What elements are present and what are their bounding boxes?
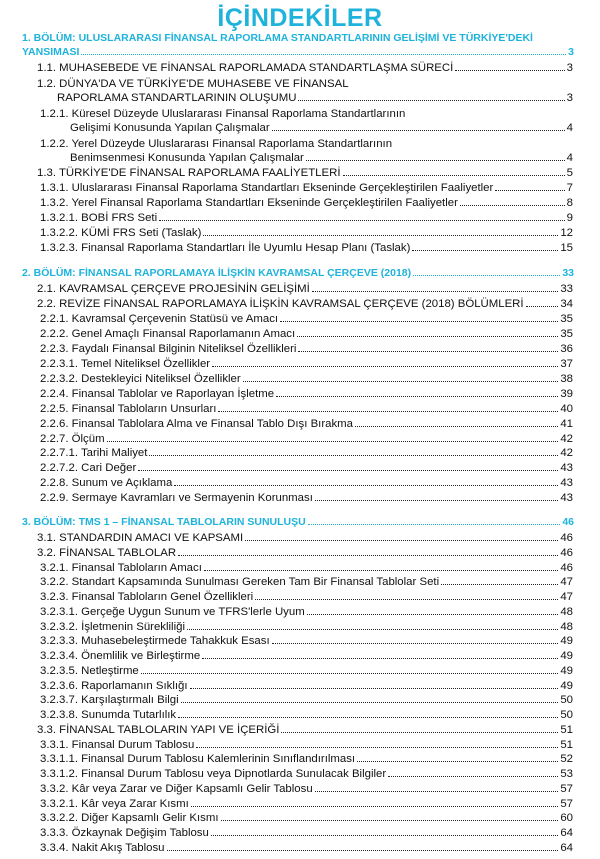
toc-entry-text: 2.2.5. Finansal Tabloların Unsurları xyxy=(40,402,217,415)
toc-entry-text: 1.3.2.3. Finansal Raporlama Standartları İle Uyumlu Hesap Planı (Taslak) xyxy=(40,242,411,254)
toc-entry-page: 64 xyxy=(560,827,573,839)
chapter-heading-text: 2. BÖLÜM: FİNANSAL RAPORLAMAYA İLİŞKİN KAVRAMSAL ÇERÇEVE (2018) xyxy=(22,267,412,279)
toc-entry[interactable] xyxy=(40,327,573,342)
toc-entry[interactable] xyxy=(40,590,573,605)
toc-entry-page: 50 xyxy=(560,709,573,721)
toc-entry[interactable] xyxy=(40,841,573,856)
toc-entry-text: 3.2.3.3. Muhasebeleştirmede Tahakkuk Esası xyxy=(40,635,270,648)
toc-entry-text: 2.2.1. Kavramsal Çerçevenin Statüsü ve Amacı xyxy=(40,312,279,325)
toc-entry-page: 49 xyxy=(560,650,573,662)
toc-entry-text: 1.2.1. Küresel Düzeyde Uluslararası Finansal Raporlama Standartlarının xyxy=(40,108,406,120)
toc-entry-page: 41 xyxy=(560,417,573,430)
toc-entry[interactable] xyxy=(57,91,573,106)
toc-entry[interactable] xyxy=(40,446,573,461)
toc-entry-text: 2.2.3.2. Destekleyici Niteliksel Özellikler xyxy=(40,372,241,385)
toc-entry[interactable] xyxy=(40,575,573,590)
toc-entry-page: 57 xyxy=(560,782,573,795)
toc-entry-page: 48 xyxy=(560,605,573,618)
toc-entry[interactable] xyxy=(40,752,573,767)
toc-entry[interactable] xyxy=(40,708,573,723)
toc-entry[interactable] xyxy=(40,634,573,649)
toc-entry-page: 42 xyxy=(560,447,573,460)
toc-entry-page: 4 xyxy=(566,122,573,134)
chapter-heading-line2: YANSIMASI xyxy=(22,45,80,58)
toc-entry-text: 1.3. TÜRKİYE'DE FİNANSAL RAPORLAMA FAALİYETLERİ xyxy=(37,167,341,179)
toc-entry-text: 3.2.3.1. Gerçeğe Uygun Sunum ve TFRS'lerle Uyum xyxy=(40,605,305,618)
toc-entry[interactable] xyxy=(40,561,573,576)
toc-entry-text: 3.3.4. Nakit Akış Tablosu xyxy=(40,841,165,854)
toc-entry[interactable] xyxy=(40,476,573,491)
chapter-heading[interactable] xyxy=(22,516,574,530)
toc-entry-text: 3.1. STANDARDIN AMACI VE KAPSAMI xyxy=(37,532,244,544)
toc-entry[interactable] xyxy=(40,461,573,476)
toc-entry-page: 50 xyxy=(560,694,573,707)
toc-entry[interactable] xyxy=(40,432,573,447)
toc-entry-page: 47 xyxy=(560,591,573,603)
toc-entry-text: 2.2.9. Sermaye Kavramları ve Sermayenin Korunması xyxy=(40,492,313,505)
toc-entry-page: 40 xyxy=(560,402,573,415)
toc-entry[interactable] xyxy=(40,826,573,841)
toc-entry-page: 64 xyxy=(560,841,573,854)
toc-entry[interactable] xyxy=(40,312,573,327)
toc-entry-text: 2.2.2. Genel Amaçlı Finansal Raporlamanın Amacı xyxy=(40,327,296,340)
toc-entry-page: 51 xyxy=(560,738,573,751)
toc-entry-page: 49 xyxy=(560,635,573,648)
toc-entry-text: 2.2. REVİZE FİNANSAL RAPORLAMAYA İLİŞKİN KAVRAMSAL ÇERÇEVE (2018) BÖLÜMLERİ xyxy=(37,297,524,310)
toc-entry-page: 39 xyxy=(560,387,573,400)
chapter-heading-line1: 1. BÖLÜM: ULUSLARARASI FİNANSAL RAPORLAMA STANDARTLARININ GELİŞİMİ VE TÜRKİYE'DEKİ xyxy=(22,32,533,44)
toc-entry-text: 1.3.2.2. KÜMİ FRS Seti (Taslak) xyxy=(40,227,202,239)
toc-entry-page: 12 xyxy=(560,227,573,239)
toc-entry-page: 42 xyxy=(560,432,573,445)
toc-entry-text: 2.2.7.1. Tarihi Maliyet xyxy=(40,447,148,460)
toc-entry-page: 3 xyxy=(566,62,573,74)
toc-entry-text: 2.2.8. Sunum ve Açıklama xyxy=(40,477,173,490)
toc-entry-text: 1.1. MUHASEBEDE VE FİNANSAL RAPORLAMADA STANDARTLAŞMA SÜRECİ xyxy=(37,62,454,74)
toc-entry-text: 3.2. FİNANSAL TABLOLAR xyxy=(37,546,177,559)
toc-entry-text: 2.2.6. Finansal Tablolara Alma ve Finansal Tablo Dışı Bırakma xyxy=(40,417,353,430)
toc-entry-text-cont: Gelişimi Konusunda Yapılan Çalışmalar xyxy=(70,122,270,134)
toc-entry[interactable] xyxy=(40,738,573,753)
toc-entry-text: 2.2.3.1. Temel Niteliksel Özellikler xyxy=(40,357,211,370)
page-title: İÇİNDEKİLER xyxy=(217,4,383,32)
toc-entry-text-cont: RAPORLAMA STANDARTLARININ OLUŞUMU xyxy=(57,92,297,104)
toc-entry-page: 51 xyxy=(560,723,573,736)
toc-entry-text: 2.2.3. Faydalı Finansal Bilginin Niteliksel Özellikleri xyxy=(40,342,297,355)
toc-entry-text: 3.3.1.1. Finansal Durum Tablosu Kalemlerinin Sınıflandırılması xyxy=(40,753,356,766)
toc-entry-text: 3.3.2.2. Diğer Kapsamlı Gelir Kısmı xyxy=(40,812,219,825)
toc-entry[interactable] xyxy=(37,723,573,738)
toc-entry[interactable] xyxy=(40,372,573,387)
chapter-heading-text: 3. BÖLÜM: TMS 1 – FİNANSAL TABLOLARIN SUNULUŞU xyxy=(22,516,306,528)
toc-entry-text: 1.3.1. Uluslararası Finansal Raporlama Standartları Ekseninde Gerçekleştirilen Faaliyetler xyxy=(40,182,494,194)
toc-entry[interactable] xyxy=(40,605,573,620)
toc-entry[interactable] xyxy=(40,196,573,211)
toc-entry-page: 49 xyxy=(560,664,573,677)
toc-entry-page: 46 xyxy=(560,532,573,544)
toc-entry-page: 4 xyxy=(566,152,573,164)
toc-entry-page: 15 xyxy=(560,242,573,254)
toc-entry-text: 1.3.2.1. BOBİ FRS Seti xyxy=(40,212,158,224)
toc-entry[interactable] xyxy=(40,693,573,708)
toc-entry-text: 1.2. DÜNYA'DA VE TÜRKİYE'DE MUHASEBE VE FİNANSAL xyxy=(37,78,349,90)
toc-entry-page: 43 xyxy=(560,462,573,475)
chapter-page: 46 xyxy=(562,516,574,528)
toc-entry-page: 46 xyxy=(560,546,573,559)
toc-entry[interactable] xyxy=(40,782,573,797)
chapter-page: 33 xyxy=(562,267,574,279)
toc-entry-page: 7 xyxy=(566,182,573,194)
toc-entry-text: 2.2.7.2. Cari Değer xyxy=(40,462,137,475)
toc-entry[interactable] xyxy=(40,649,573,664)
toc-entry-page: 33 xyxy=(560,283,573,295)
toc-entry[interactable] xyxy=(40,342,573,357)
toc-entry-page: 3 xyxy=(566,92,573,104)
toc-entry-text: 3.3. FİNANSAL TABLOLARIN YAPI VE İÇERİĞİ xyxy=(37,723,280,736)
toc-entry[interactable] xyxy=(70,121,573,136)
chapter-page: 3 xyxy=(568,45,574,58)
toc-entry-text: 3.2.3.6. Raporlamanın Sıklığı xyxy=(40,679,188,692)
toc-entry-text: 3.2.2. Standart Kapsamında Sunulması Gereken Tam Bir Finansal Tablolar Seti xyxy=(40,576,440,589)
toc-entry-text: 3.2.3.5. Netleştirme xyxy=(40,664,139,677)
toc-entry[interactable] xyxy=(37,546,573,561)
toc-entry[interactable] xyxy=(40,664,573,679)
toc-entry-page: 36 xyxy=(560,342,573,355)
toc-entry-text: 2.2.4. Finansal Tablolar ve Raporlayan İşletme xyxy=(40,387,275,400)
chapter-heading[interactable] xyxy=(22,267,574,281)
toc-entry-text: 3.2.3.8. Sunumda Tutarlılık xyxy=(40,709,177,721)
chapter-heading[interactable] xyxy=(22,32,574,59)
toc-entry-page: 9 xyxy=(566,212,573,224)
toc-entry-text: 3.3.1.2. Finansal Durum Tablosu veya Dipnotlarda Sunulacak Bilgiler xyxy=(40,768,387,780)
toc-entry[interactable] xyxy=(40,241,573,256)
toc-entry[interactable] xyxy=(37,531,573,546)
toc-entry[interactable] xyxy=(40,679,573,694)
toc-entry-page: 37 xyxy=(560,357,573,370)
toc-entry[interactable] xyxy=(40,387,573,402)
toc-entry-text: 3.2.3.7. Karşılaştırmalı Bilgi xyxy=(40,694,179,707)
toc-entry-page: 46 xyxy=(560,561,573,574)
toc-entry-text: 3.2.3.4. Önemlilik ve Birleştirme xyxy=(40,650,201,662)
toc-entry[interactable] xyxy=(40,620,573,635)
toc-entry-text: 3.2.1. Finansal Tabloların Amacı xyxy=(40,561,202,574)
toc-entry-text: 2.1. KAVRAMSAL ÇERÇEVE PROJESİNİN GELİŞİMİ xyxy=(37,283,310,295)
toc-entry[interactable] xyxy=(37,297,573,312)
toc-entry[interactable] xyxy=(40,491,573,506)
toc-entry-page: 43 xyxy=(560,477,573,490)
toc-entry-text: 3.3.1. Finansal Durum Tablosu xyxy=(40,738,195,751)
toc-entry-page: 52 xyxy=(560,753,573,766)
toc-entry[interactable] xyxy=(37,61,573,76)
toc-entry-page: 5 xyxy=(566,167,573,179)
toc-entry-page: 48 xyxy=(560,620,573,633)
toc-entry-text: 3.2.3.2. İşletmenin Sürekliliği xyxy=(40,620,185,633)
toc-entry[interactable] xyxy=(70,151,573,166)
toc-entry-text: 1.3.2. Yerel Finansal Raporlama Standartları Ekseninde Gerçekleştirilen Faaliyetler xyxy=(40,197,458,209)
toc-entry-page: 34 xyxy=(560,297,573,310)
toc-entry-page: 49 xyxy=(560,679,573,692)
toc-entry[interactable] xyxy=(37,282,573,297)
toc-entry[interactable] xyxy=(40,417,573,432)
toc-entry[interactable] xyxy=(40,181,573,196)
toc-entry-page: 38 xyxy=(560,372,573,385)
toc-entry-page: 35 xyxy=(560,312,573,325)
toc-entry-text: 3.3.3. Özkaynak Değişim Tablosu xyxy=(40,827,209,839)
toc-entry-page: 47 xyxy=(560,576,573,589)
toc-entry[interactable] xyxy=(40,797,573,812)
toc-entry-text-cont: Benimsenmesi Konusunda Yapılan Çalışmalar xyxy=(70,152,304,164)
toc-entry-text: 2.2.7. Ölçüm xyxy=(40,432,105,445)
toc-entry[interactable] xyxy=(40,811,573,826)
toc-entry-page: 60 xyxy=(560,812,573,825)
toc-entry-text: 1.2.2. Yerel Düzeyde Uluslararası Finansal Raporlama Standartlarının xyxy=(40,138,393,150)
toc-entry-page: 8 xyxy=(566,197,573,209)
toc-entry-page: 53 xyxy=(560,768,573,780)
toc-entry[interactable] xyxy=(40,767,573,782)
toc-entry[interactable] xyxy=(37,166,573,181)
toc-entry[interactable] xyxy=(40,211,573,226)
toc-entry-text: 3.3.2.1. Kâr veya Zarar Kısmı xyxy=(40,797,189,810)
toc-entry-text: 3.2.3. Finansal Tabloların Genel Özellikleri xyxy=(40,591,254,603)
toc-entry-page: 43 xyxy=(560,492,573,505)
toc-entry-text: 3.3.2. Kâr veya Zarar ve Diğer Kapsamlı Gelir Tablosu xyxy=(40,782,313,795)
toc-entry-page: 35 xyxy=(560,327,573,340)
toc-entry[interactable] xyxy=(40,226,573,241)
toc-entry[interactable] xyxy=(40,357,573,372)
toc-entry-page: 57 xyxy=(560,797,573,810)
toc-entry[interactable] xyxy=(40,402,573,417)
